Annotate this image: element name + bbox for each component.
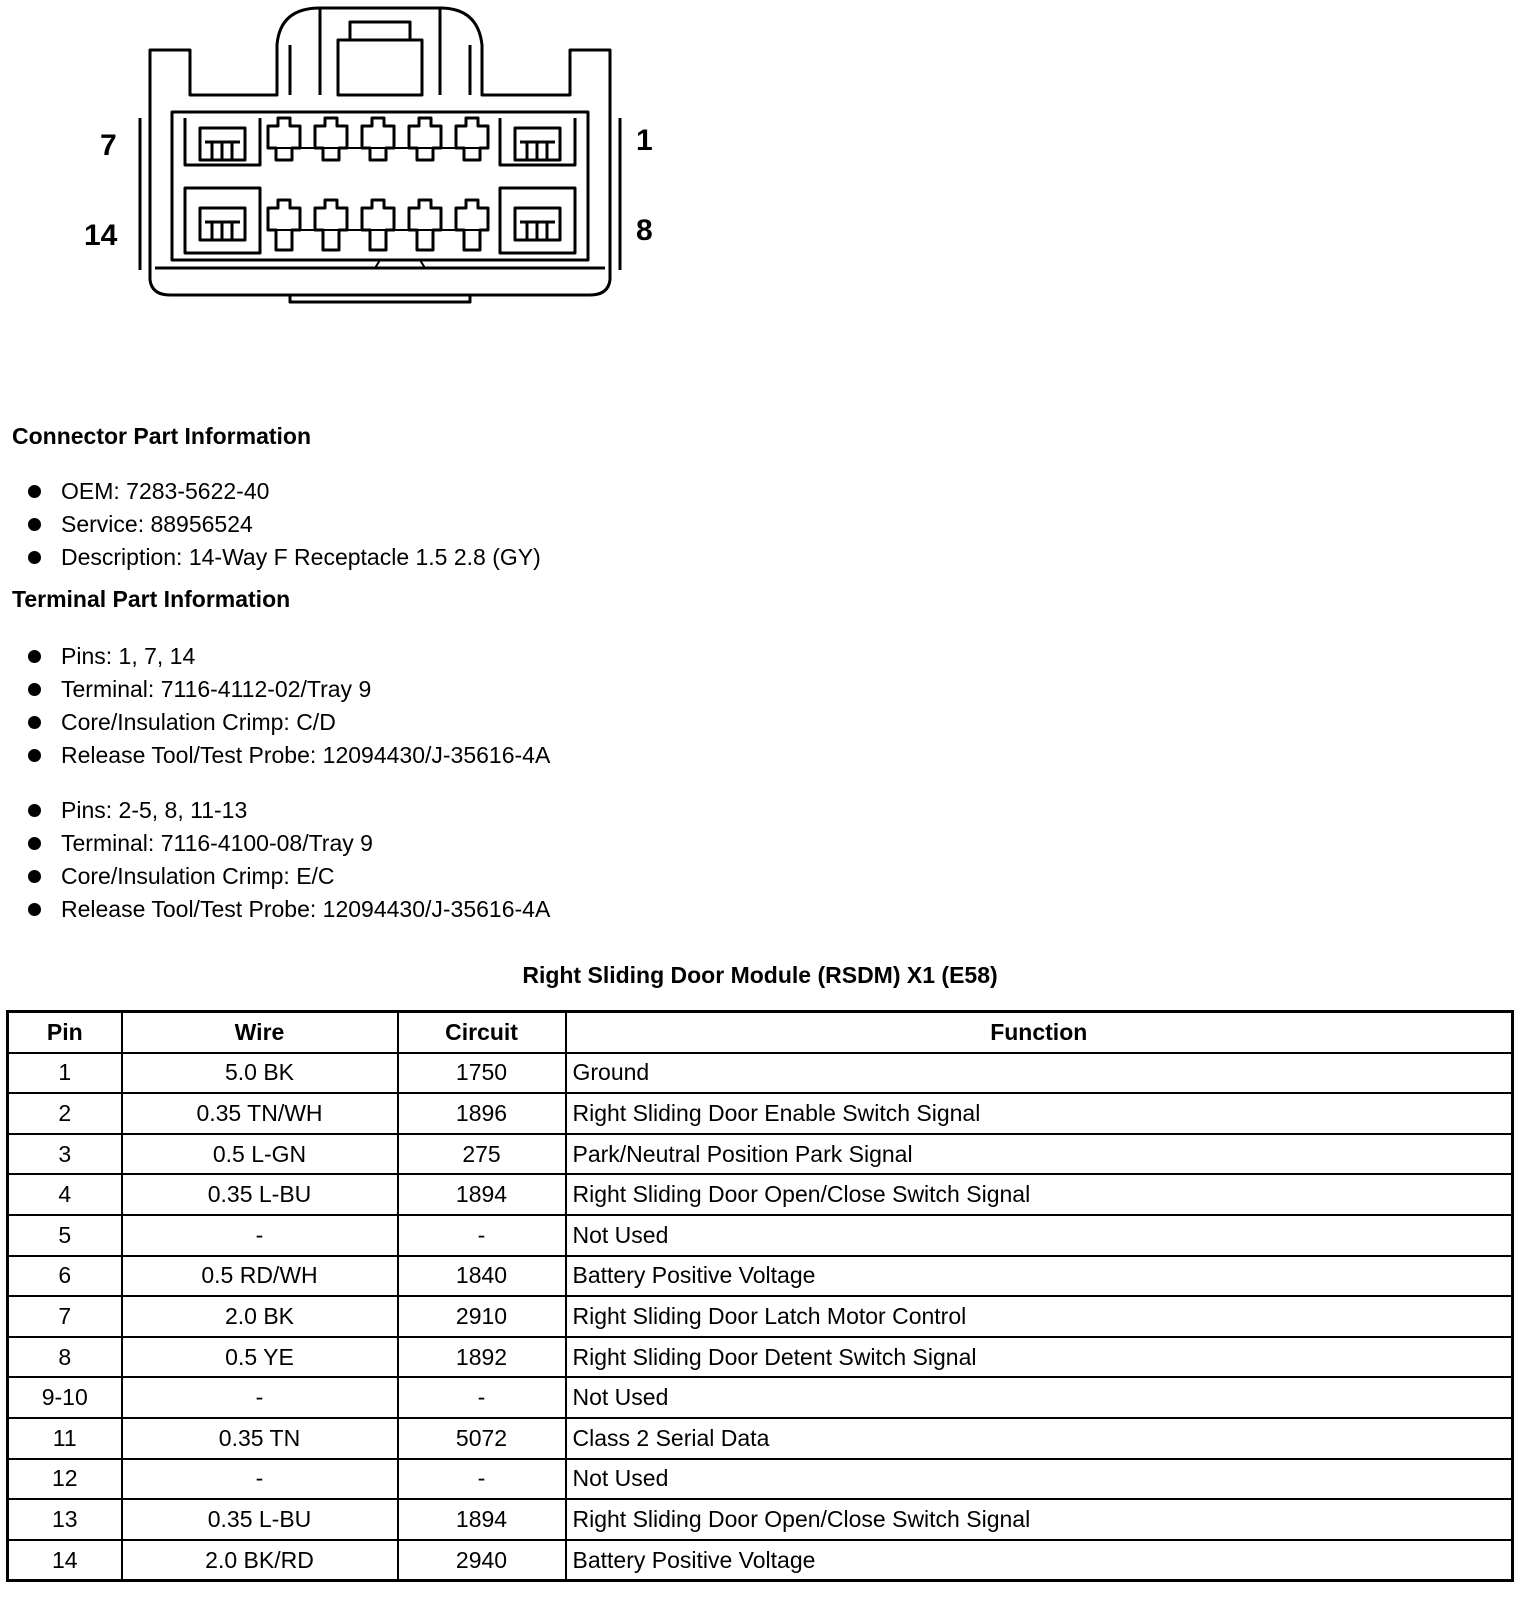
- connector-part-list: [28, 475, 541, 574]
- wire-cell: 2.0 BK: [122, 1296, 398, 1337]
- table-row: [8, 1093, 1513, 1134]
- circuit-cell: 1892: [398, 1337, 566, 1378]
- function-cell: Class 2 Serial Data: [566, 1418, 1513, 1459]
- list-item: Terminal: 7116-4100-08/Tray 9: [28, 827, 550, 860]
- pin-cell: 2: [8, 1093, 122, 1134]
- table-row: [8, 1134, 1513, 1175]
- function-cell: Right Sliding Door Detent Switch Signal: [566, 1337, 1513, 1378]
- circuit-cell: 5072: [398, 1418, 566, 1459]
- circuit-cell: -: [398, 1215, 566, 1256]
- function-cell: Right Sliding Door Open/Close Switch Signal: [566, 1174, 1513, 1215]
- table-row: [8, 1418, 1513, 1459]
- function-cell: Battery Positive Voltage: [566, 1256, 1513, 1297]
- list-item: Service: 88956524: [28, 508, 541, 541]
- function-cell: Not Used: [566, 1377, 1513, 1418]
- circuit-cell: -: [398, 1377, 566, 1418]
- bullet-icon: [28, 749, 41, 762]
- pin-cell: 5: [8, 1215, 122, 1256]
- function-cell: Right Sliding Door Open/Close Switch Signal: [566, 1499, 1513, 1540]
- pin-label-8: 8: [636, 214, 653, 247]
- list-item: Core/Insulation Crimp: E/C: [28, 860, 550, 893]
- circuit-cell: 1750: [398, 1053, 566, 1094]
- circuit-cell: 1840: [398, 1256, 566, 1297]
- table-row: [8, 1337, 1513, 1378]
- function-cell: Park/Neutral Position Park Signal: [566, 1134, 1513, 1175]
- circuit-cell: 2940: [398, 1540, 566, 1581]
- list-item: Release Tool/Test Probe: 12094430/J-35616-4A: [28, 893, 550, 926]
- wire-cell: -: [122, 1215, 398, 1256]
- pin-cell: 3: [8, 1134, 122, 1175]
- table-header-row: [8, 1012, 1513, 1053]
- circuit-cell: 1894: [398, 1174, 566, 1215]
- connector-diagram: [70, 0, 670, 320]
- wire-cell: 0.5 RD/WH: [122, 1256, 398, 1297]
- pinout-table: [6, 1010, 1514, 1582]
- pin-label-14: 14: [84, 219, 118, 252]
- table-row: [8, 1499, 1513, 1540]
- circuit-cell: -: [398, 1459, 566, 1500]
- pin-cell: 14: [8, 1540, 122, 1581]
- bullet-icon: [28, 804, 41, 817]
- list-item: Terminal: 7116-4112-02/Tray 9: [28, 673, 550, 706]
- table-title: Right Sliding Door Module (RSDM) X1 (E58): [522, 962, 998, 988]
- list-item: Description: 14-Way F Receptacle 1.5 2.8 (GY): [28, 541, 541, 574]
- list-item: Core/Insulation Crimp: C/D: [28, 706, 550, 739]
- function-cell: Ground: [566, 1053, 1513, 1094]
- pin-cell: 11: [8, 1418, 122, 1459]
- terminal-part-list-1: [28, 640, 550, 772]
- circuit-cell: 2910: [398, 1296, 566, 1337]
- table-row: [8, 1296, 1513, 1337]
- function-cell: Not Used: [566, 1215, 1513, 1256]
- wire-cell: 5.0 BK: [122, 1053, 398, 1094]
- bullet-icon: [28, 716, 41, 729]
- wire-cell: 0.35 TN: [122, 1418, 398, 1459]
- circuit-cell: 1894: [398, 1499, 566, 1540]
- pin-cell: 13: [8, 1499, 122, 1540]
- column-header-pin: Pin: [8, 1012, 122, 1053]
- bullet-icon: [28, 837, 41, 850]
- pin-cell: 9-10: [8, 1377, 122, 1418]
- circuit-cell: 275: [398, 1134, 566, 1175]
- pin-cell: 1: [8, 1053, 122, 1094]
- pin-cell: 4: [8, 1174, 122, 1215]
- table-row: [8, 1053, 1513, 1094]
- wire-cell: -: [122, 1459, 398, 1500]
- pin-label-1: 1: [636, 124, 653, 157]
- bullet-icon: [28, 650, 41, 663]
- connector-part-heading: Connector Part Information: [12, 423, 312, 449]
- pin-cell: 8: [8, 1337, 122, 1378]
- bullet-icon: [28, 683, 41, 696]
- pin-cell: 7: [8, 1296, 122, 1337]
- list-item: Pins: 1, 7, 14: [28, 640, 550, 673]
- column-header-wire: Wire: [122, 1012, 398, 1053]
- column-header-circuit: Circuit: [398, 1012, 566, 1053]
- table-row: [8, 1540, 1513, 1581]
- function-cell: Right Sliding Door Enable Switch Signal: [566, 1093, 1513, 1134]
- function-cell: Battery Positive Voltage: [566, 1540, 1513, 1581]
- table-row: [8, 1215, 1513, 1256]
- bullet-icon: [28, 870, 41, 883]
- list-item: Pins: 2-5, 8, 11-13: [28, 794, 550, 827]
- wire-cell: 0.35 TN/WH: [122, 1093, 398, 1134]
- pin-cell: 12: [8, 1459, 122, 1500]
- wire-cell: -: [122, 1377, 398, 1418]
- table-row: [8, 1256, 1513, 1297]
- pin-cell: 6: [8, 1256, 122, 1297]
- column-header-function: Function: [566, 1012, 1513, 1053]
- list-item: Release Tool/Test Probe: 12094430/J-35616-4A: [28, 739, 550, 772]
- bullet-icon: [28, 903, 41, 916]
- wire-cell: 0.35 L-BU: [122, 1174, 398, 1215]
- pin-label-7: 7: [100, 129, 117, 162]
- table-row: [8, 1174, 1513, 1215]
- terminal-part-list-2: [28, 794, 550, 926]
- wire-cell: 0.35 L-BU: [122, 1499, 398, 1540]
- bullet-icon: [28, 485, 41, 498]
- wire-cell: 0.5 L-GN: [122, 1134, 398, 1175]
- table-row: [8, 1459, 1513, 1500]
- wire-cell: 2.0 BK/RD: [122, 1540, 398, 1581]
- function-cell: Right Sliding Door Latch Motor Control: [566, 1296, 1513, 1337]
- wire-cell: 0.5 YE: [122, 1337, 398, 1378]
- bullet-icon: [28, 551, 41, 564]
- list-item: OEM: 7283-5622-40: [28, 475, 541, 508]
- function-cell: Not Used: [566, 1459, 1513, 1500]
- terminal-part-heading: Terminal Part Information: [12, 586, 291, 612]
- table-row: [8, 1377, 1513, 1418]
- bullet-icon: [28, 518, 41, 531]
- circuit-cell: 1896: [398, 1093, 566, 1134]
